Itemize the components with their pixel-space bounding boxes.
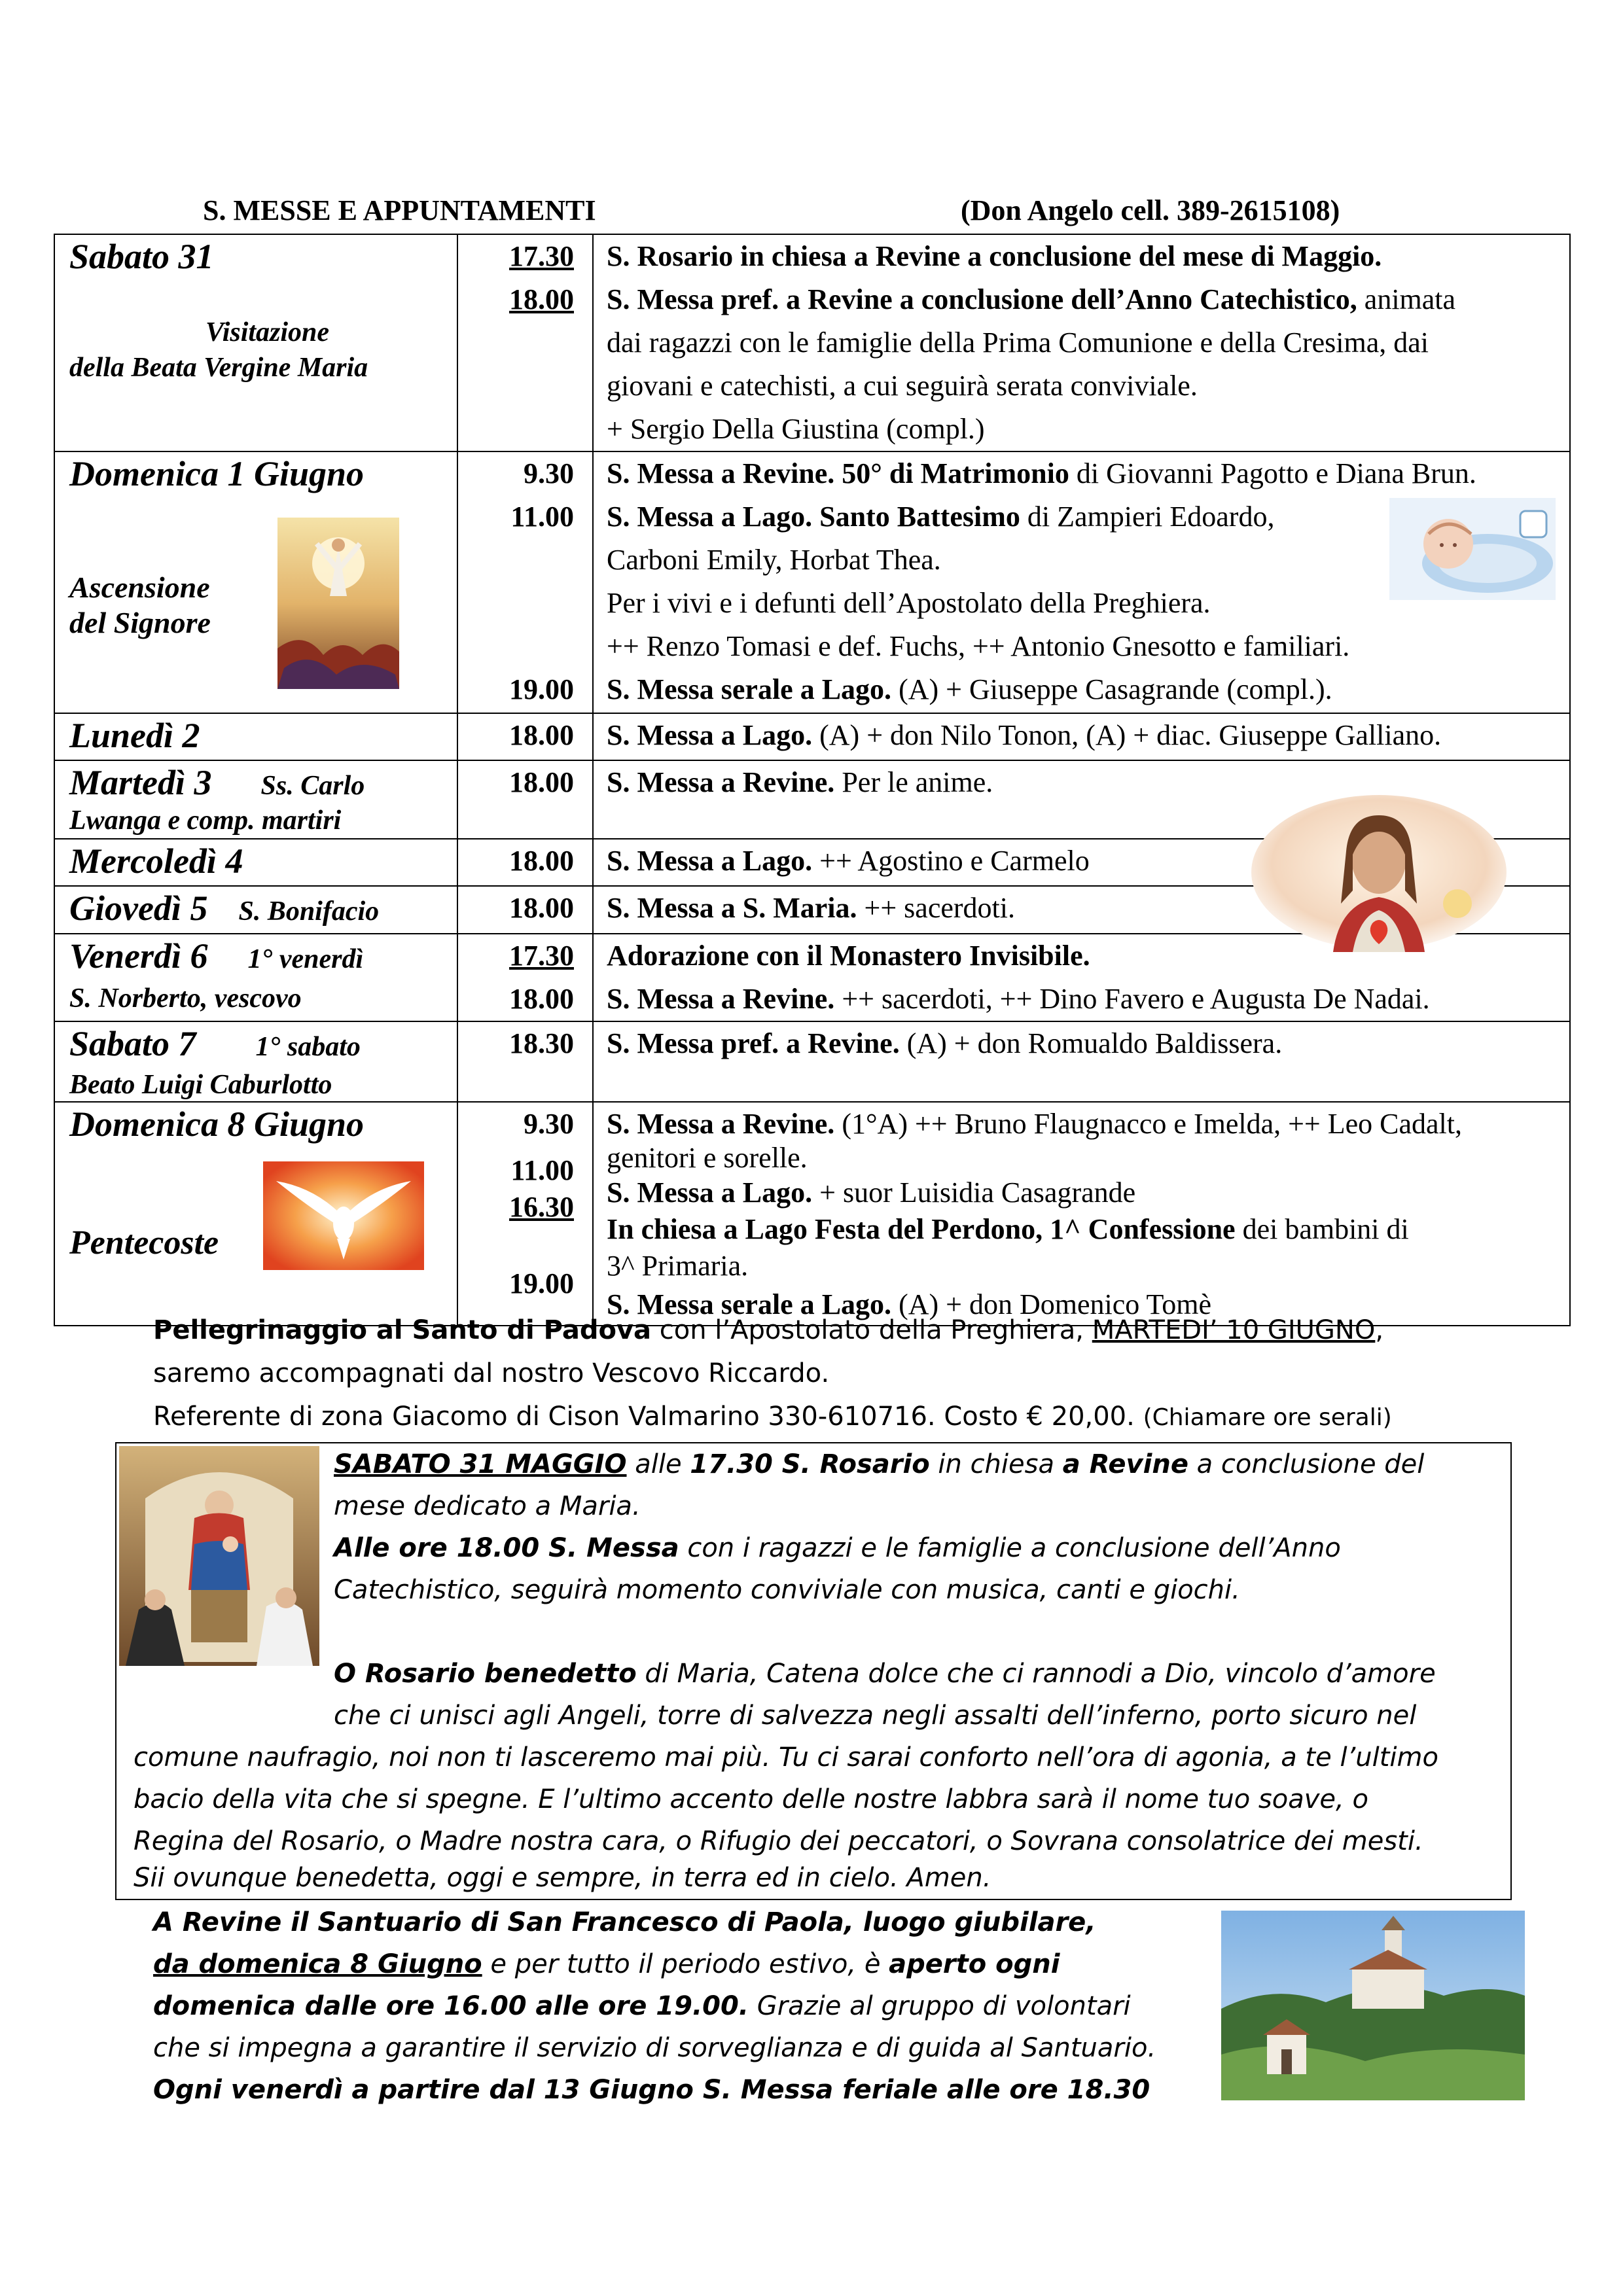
day-label: Domenica 1 Giugno xyxy=(69,454,365,493)
time-label: 17.30 xyxy=(509,240,574,272)
event-text: Per le anime. xyxy=(842,766,993,798)
page-header xyxy=(0,194,1623,229)
day-label: Mercoledì 4 xyxy=(69,841,243,881)
saint-label: 1° sabato xyxy=(255,1032,361,1062)
rosario-date: SABATO 31 MAGGIO xyxy=(334,1449,627,1479)
time-label: 19.00 xyxy=(509,1267,574,1299)
time-label: 18.00 xyxy=(509,766,574,798)
event-text: S. Messa a Revine. xyxy=(607,983,835,1015)
day-label: Lunedì 2 xyxy=(69,716,200,755)
event-text: S. Messa a Lago. xyxy=(607,719,813,751)
ascension-image xyxy=(277,518,399,689)
event-text: S. Messa a Revine. 50° di Matrimonio xyxy=(607,457,1069,489)
event-text: animata xyxy=(1364,283,1456,315)
event-text: S. Messa a Lago. Santo Battesimo xyxy=(607,501,1020,533)
santuario-mass: Ogni venerdì a partire dal 13 Giugno S. Messa feriale alle ore 18.30 xyxy=(153,2075,1150,2105)
prayer-title: O Rosario benedetto xyxy=(334,1659,637,1689)
santuario-photo xyxy=(1221,1911,1525,2100)
prayer-text: di Maria, Catena dolce che ci rannodi a Dio, vincolo d’amore xyxy=(636,1659,1436,1689)
event-text: In chiesa a Lago Festa del Perdono, 1^ Confessione xyxy=(607,1213,1236,1245)
pellegrinaggio-contact: Referente di zona Giacomo di Cison Valmarino 330-610716. Costo € 20,00. xyxy=(153,1402,1143,1432)
page-title: S. MESSE E APPUNTAMENTI xyxy=(203,194,596,226)
event-text: S. Messa a Revine. xyxy=(607,766,835,798)
rosario-text: mese dedicato a Maria. xyxy=(334,1491,641,1521)
table-row xyxy=(54,451,1570,713)
event-text: S. Messa a S. Maria. xyxy=(607,892,857,924)
event-text: S. Rosario in chiesa a Revine a conclusione del mese di Maggio. xyxy=(607,240,1382,272)
time-label: 9.30 xyxy=(524,1108,574,1140)
day-label: Sabato 7 xyxy=(69,1024,196,1063)
santuario-title: A Revine il Santuario di San Francesco di Paola, luogo giubilare, xyxy=(153,1907,1096,1937)
day-label: Domenica 8 Giugno xyxy=(69,1104,365,1144)
event-text: di Zampieri Edoardo, xyxy=(1027,501,1275,533)
time-label: 11.00 xyxy=(510,1154,574,1186)
santuario-open: aperto ogni xyxy=(889,1949,1060,1979)
day-label: Venerdì 6 xyxy=(69,936,208,976)
rosario-text: con i ragazzi e le famiglie a conclusione dell’Anno xyxy=(679,1533,1341,1563)
event-text: giovani e catechisti, a cui seguirà serata conviviale. xyxy=(607,370,1198,402)
santuario-text: che si impegna a garantire il servizio di sorveglianza e di guida al Santuario. xyxy=(153,2033,1156,2063)
event-text: ++ sacerdoti. xyxy=(864,892,1015,924)
prayer-text: bacio della vita che si spegne. E l’ultimo accento delle nostre labbra sarà il nome tuo soave, o xyxy=(134,1784,1368,1814)
event-text: ++ Agostino e Carmelo xyxy=(819,845,1090,877)
time-label: 16.30 xyxy=(509,1191,574,1223)
event-text: (1°A) ++ Bruno Flaugnacco e Imelda, ++ Leo Cadalt, xyxy=(842,1108,1463,1140)
rosario-text: in chiesa xyxy=(929,1449,1063,1479)
event-text: dai ragazzi con le famiglie della Prima Comunione e della Cresima, dai xyxy=(607,327,1429,359)
table-row xyxy=(54,886,1570,934)
pellegrinaggio-text: saremo accompagnati dal nostro Vescovo Riccardo. xyxy=(153,1358,830,1388)
baptism-baby-image xyxy=(1389,498,1556,600)
saint-label: Ss. Carlo xyxy=(260,771,365,801)
time-label: 11.00 xyxy=(510,501,574,533)
time-label: 18.00 xyxy=(509,719,574,751)
event-text: S. Messa a Revine. xyxy=(607,1108,835,1140)
event-text: ++ Renzo Tomasi e def. Fuchs, ++ Antonio Gnesotto e familiari. xyxy=(607,630,1350,662)
schedule-table xyxy=(54,234,1571,1326)
feast-label: Beato Luigi Caburlotto xyxy=(69,1070,332,1100)
table-row xyxy=(54,1021,1570,1102)
time-label: 18.30 xyxy=(509,1027,574,1059)
rosario-text: a conclusione del xyxy=(1188,1449,1425,1479)
holy-spirit-dove-image xyxy=(263,1161,424,1270)
event-text: 3^ Primaria. xyxy=(607,1250,749,1282)
pellegrinaggio-text: , xyxy=(1375,1315,1384,1345)
event-text: Carboni Emily, Horbat Thea. xyxy=(607,544,941,576)
saint-label: 1° venerdì xyxy=(247,944,364,974)
prayer-text: comune naufragio, noi non ti lasceremo mai più. Tu ci sarai conforto nell’ora di agonia, a te l’ultimo xyxy=(134,1742,1438,1773)
rosario-box xyxy=(115,1442,1512,1900)
event-text: (A) + don Nilo Tonon, (A) + diac. Giuseppe Galliano. xyxy=(819,719,1442,751)
pellegrinaggio-note: (Chiamare ore serali) xyxy=(1143,1404,1392,1431)
event-text: S. Messa a Lago. xyxy=(607,1176,813,1209)
event-text: (A) + don Romualdo Baldissera. xyxy=(906,1027,1283,1059)
event-text: S. Messa a Lago. xyxy=(607,845,813,877)
santuario-notice xyxy=(153,1901,1213,2111)
event-text: (A) + don Domenico Tomè xyxy=(899,1288,1212,1320)
time-label: 18.00 xyxy=(509,845,574,877)
pellegrinaggio-title: Pellegrinaggio al Santo di Padova xyxy=(153,1315,652,1345)
time-label: 9.30 xyxy=(524,457,574,489)
event-text: ++ sacerdoti, ++ Dino Favero e Augusta De Nadai. xyxy=(842,983,1430,1015)
event-text: dei bambini di xyxy=(1242,1213,1409,1245)
time-label: 18.00 xyxy=(509,892,574,924)
feast-label: S. Norberto, vescovo xyxy=(69,983,302,1014)
event-text: + Sergio Della Giustina (compl.) xyxy=(607,413,985,445)
feast-label: Pentecoste xyxy=(69,1224,219,1262)
time-label: 17.30 xyxy=(509,940,574,972)
event-text: (A) + Giuseppe Casagrande (compl.). xyxy=(899,673,1332,705)
day-label: Martedì 3 xyxy=(69,763,212,802)
event-text: S. Messa serale a Lago. xyxy=(607,673,892,705)
santuario-date: da domenica 8 Giugno xyxy=(153,1949,482,1979)
pellegrinaggio-text: con l’Apostolato della Preghiera, xyxy=(651,1315,1092,1345)
event-text: S. Messa pref. a Revine. xyxy=(607,1027,900,1059)
santuario-text: Grazie al gruppo di volontari xyxy=(749,1991,1131,2021)
rosario-text: alle xyxy=(626,1449,690,1479)
table-row xyxy=(54,234,1570,451)
event-text: Per i vivi e i defunti dell’Apostolato della Preghiera. xyxy=(607,587,1211,619)
time-label: 19.00 xyxy=(509,673,574,705)
prayer-text: Regina del Rosario, o Madre nostra cara, o Rifugio dei peccatori, o Sovrana consolatrice dei mesti. xyxy=(134,1826,1423,1856)
table-row xyxy=(54,934,1570,1021)
pellegrinaggio-date: MARTEDI’ 10 GIUGNO xyxy=(1092,1315,1376,1345)
table-row xyxy=(54,760,1570,839)
contact-info: (Don Angelo cell. 389-2615108) xyxy=(961,194,1340,226)
event-text: + suor Luisidia Casagrande xyxy=(819,1176,1136,1209)
event-text: di Giovanni Pagotto e Diana Brun. xyxy=(1076,457,1476,489)
feast-label: del Signore xyxy=(69,606,211,639)
madonna-rosary-image xyxy=(119,1446,319,1666)
saint-label: S. Bonifacio xyxy=(238,896,380,927)
prayer-text: Sii ovunque benedetta, oggi e sempre, in terra ed in cielo. Amen. xyxy=(134,1863,991,1893)
santuario-hours: domenica dalle ore 16.00 alle ore 19.00. xyxy=(153,1991,749,2021)
event-text: Adorazione con il Monastero Invisibile. xyxy=(607,940,1090,972)
feast-label: Visitazione xyxy=(205,317,330,347)
rosario-time: 17.30 S. Rosario xyxy=(690,1449,930,1479)
prayer-text: che ci unisci agli Angeli, torre di salvezza negli assalti dell’inferno, porto sicuro nel xyxy=(334,1701,1417,1731)
time-label: 18.00 xyxy=(509,983,574,1015)
rosario-place: a Revine xyxy=(1062,1449,1188,1479)
event-text: S. Messa pref. a Revine a conclusione dell’Anno Catechistico, xyxy=(607,283,1357,315)
table-row xyxy=(54,713,1570,760)
santuario-text: e per tutto il periodo estivo, è xyxy=(482,1949,889,1979)
pellegrinaggio-notice xyxy=(153,1309,1514,1439)
feast-label: Lwanga e comp. martiri xyxy=(69,805,342,836)
feast-label: della Beata Vergine Maria xyxy=(69,353,368,383)
table-row xyxy=(54,1102,1570,1326)
time-label: 18.00 xyxy=(509,283,574,315)
event-text: S. Messa serale a Lago. xyxy=(607,1288,892,1320)
day-label: Giovedì 5 xyxy=(69,889,208,928)
feast-label: Ascensione xyxy=(69,571,210,604)
event-text: genitori e sorelle. xyxy=(607,1142,808,1174)
day-label: Sabato 31 xyxy=(69,237,214,276)
rosario-mass-time: Alle ore 18.00 S. Messa xyxy=(334,1533,679,1563)
rosario-text: Catechistico, seguirà momento conviviale con musica, canti e giochi. xyxy=(334,1575,1240,1605)
table-row xyxy=(54,839,1570,886)
